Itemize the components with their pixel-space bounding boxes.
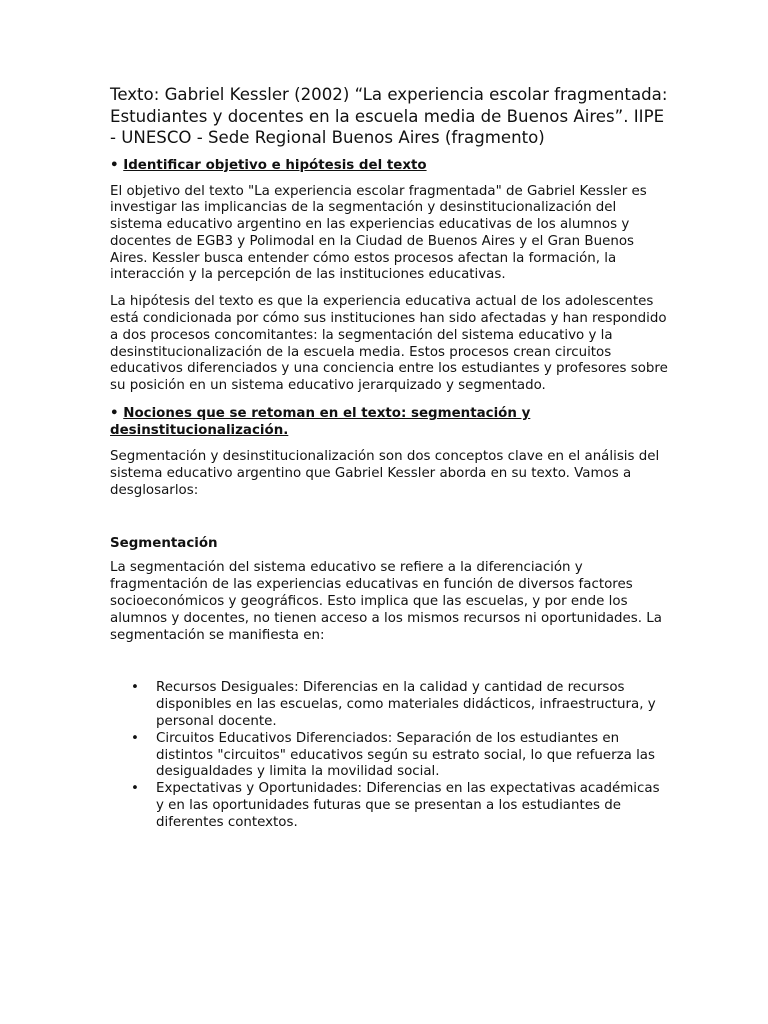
section-heading-nociones bbox=[110, 405, 670, 439]
list-item bbox=[110, 680, 670, 730]
spacer bbox=[110, 654, 670, 680]
section-heading-objetivo-text: Identificar objetivo e hipótesis del texto bbox=[123, 157, 427, 173]
section-heading-segmentacion: Segmentación bbox=[110, 536, 218, 552]
document-title: Texto: Gabriel Kessler (2002) “La experiencia escolar fragmentada: Estudiantes y docentes en la escuela media de Buenos Aires”. IIPE - UNESCO - Sede Regional Buenos Aires (fragmento) bbox=[110, 85, 668, 147]
list-item-text: Expectativas y Oportunidades: Diferencias en las expectativas académicas y en las oportunidades futuras que se presentan a los estudiantes de diferentes contextos. bbox=[156, 781, 660, 830]
paragraph-hipotesis: La hipótesis del texto es que la experiencia educativa actual de los adolescentes está condicionada por cómo sus instituciones han sido afectadas y han respondido a dos procesos concomitantes: la segmentación del sistema educativo y la desinstitucionalización de la escuela media. Estos procesos crean circuitos educativos diferenciados y una conciencia entre los estudiantes y profesores sobre su posición en un sistema educativo jerarquizado y segmentado. bbox=[110, 294, 668, 394]
bullet-icon: • bbox=[131, 680, 139, 696]
segmentacion-list bbox=[110, 680, 670, 831]
bullet-icon: • bbox=[131, 781, 139, 797]
paragraph-nociones: Segmentación y desinstitucionalización son dos conceptos clave en el análisis del sistema educativo argentino que Gabriel Kessler aborda en su texto. Vamos a desglosarlos: bbox=[110, 449, 660, 498]
bullet-icon: • bbox=[131, 730, 139, 746]
list-item bbox=[110, 731, 670, 781]
section-heading-objetivo bbox=[110, 157, 670, 174]
bullet-icon: • bbox=[110, 157, 119, 173]
paragraph-segmentacion: La segmentación del sistema educativo se refiere a la diferenciación y fragmentación de las experiencias educativas en función de diversos factores socioeconómicos y geográficos. Esto implica que las escuelas, y por ende los alumnos y docentes, no tienen acceso a los mismos recursos ni oportunidades. La segmentación se manifiesta en: bbox=[110, 560, 662, 643]
list-item-text: Circuitos Educativos Diferenciados: Separación de los estudiantes en distintos "circuitos" educativos según su estrato social, lo que refuerza las desigualdades y limita la movilidad social. bbox=[156, 730, 655, 780]
bullet-icon: • bbox=[110, 406, 119, 422]
paragraph-objetivo: El objetivo del texto "La experiencia escolar fragmentada" de Gabriel Kessler es investigar las implicancias de la segmentación y desinstitucionalización del sistema educativo argentino en las experiencias educativas de los alumnos y docentes de EGB3 y Polimodal en la Ciudad de Buenos Aires y el Gran Buenos Aires. Kessler busca entender cómo estos procesos afectan la formación, la interacción y la percepción de las instituciones educativas. bbox=[110, 183, 647, 283]
spacer bbox=[110, 509, 670, 535]
document-page bbox=[110, 84, 670, 832]
section-heading-nociones-text: Nociones que se retoman en el texto: segmentación y desinstitucionalización. bbox=[110, 406, 531, 439]
list-item-text: Recursos Desiguales: Diferencias en la calidad y cantidad de recursos disponibles en las escuelas, como materiales didácticos, infraestructura, y personal docente. bbox=[156, 680, 656, 730]
list-item bbox=[110, 781, 670, 831]
